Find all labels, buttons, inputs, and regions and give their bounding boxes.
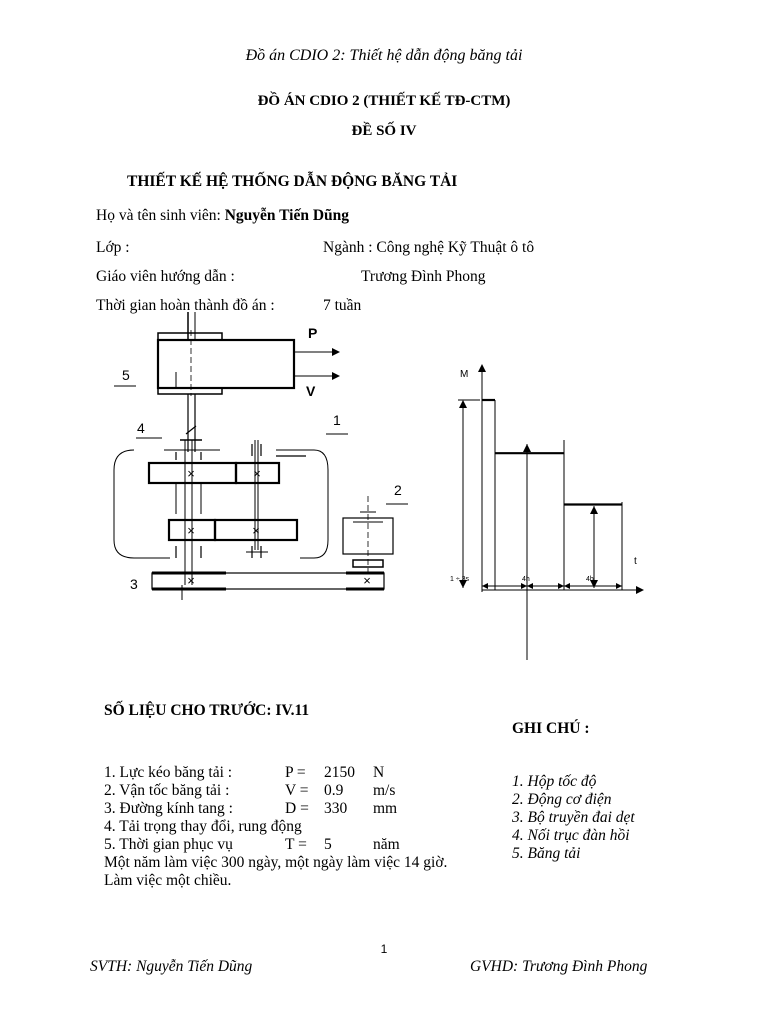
note-item: 3. Bộ truyền đai dẹt [512,809,635,826]
running-header: Đồ án CDIO 2: Thiết hệ dẫn động băng tải [245,47,523,64]
pulley-mark: × [187,573,195,588]
label-3: 3 [130,576,138,592]
given-item-value: 5 [324,836,332,853]
advisor-name: Trương Đình Phong [361,268,486,285]
axis-m-label: M [460,369,469,380]
student-line [96,207,349,225]
design-title: THIẾT KẾ HỆ THỐNG DẪN ĐỘNG BĂNG TẢI [127,173,458,190]
drive-schematic [100,300,420,605]
student-label: Họ và tên sinh viên: [96,207,221,224]
force-label: P [308,325,318,341]
notes-list [512,773,635,863]
given-item-label: 4. Tải trọng thay đổi, rung động [104,818,302,835]
velocity-label: V [306,383,316,399]
page-number: 1 [380,942,388,956]
duration-label: Thời gian hoàn thành đồ án : [96,297,275,314]
given-item-symbol: D = [285,800,309,817]
advisor-label: Giáo viên hướng dẫn : [96,268,235,285]
segment-label-2: 4h [586,576,594,583]
gear-mark: × [253,466,261,481]
notes-title: GHI CHÚ : [512,720,590,737]
given-item-value: 330 [324,800,348,817]
duration-value: 7 tuần [323,297,362,314]
pulley-mark: × [363,573,371,588]
load-diagram [440,360,650,665]
given-data-title: SỐ LIỆU CHO TRƯỚC: IV.11 [104,702,310,719]
label-2: 2 [394,482,402,498]
given-item-symbol: T = [285,836,307,853]
topic-number: ĐỀ SỐ IV [351,123,417,139]
given-item-label: 3. Đường kính tang : [104,800,233,817]
given-item-unit: mm [373,800,398,817]
gear-mark: × [187,523,195,538]
note-item: 1. Hộp tốc độ [512,773,597,790]
given-item-unit: N [373,764,385,781]
major-label: Ngành : Công nghệ Kỹ Thuật ô tô [323,239,535,256]
given-item-symbol: P = [285,764,306,781]
given-item-value: 0.9 [324,782,344,799]
student-name: Nguyễn Tiến Dũng [224,207,350,224]
label-4: 4 [137,420,145,436]
given-item-symbol: V = [285,782,309,799]
footer-advisor: GVHD: Trương Đình Phong [470,958,648,975]
given-item-value: 2150 [324,764,355,781]
project-title: ĐỒ ÁN CDIO 2 (THIẾT KẾ TĐ-CTM) [257,93,511,109]
segment-label-start: 1 ÷ 3s [450,576,470,583]
footer-student: SVTH: Nguyễn Tiến Dũng [90,958,253,975]
gear-mark: × [252,523,260,538]
given-item-label: 2. Vận tốc băng tải : [104,782,230,799]
class-label: Lớp : [96,239,130,256]
direction-note: Làm việc một chiều. [104,872,232,889]
axis-t-label: t [634,556,637,567]
gear-mark: × [187,466,195,481]
given-item-unit: m/s [373,782,396,799]
note-item: 5. Băng tải [512,845,581,862]
label-5: 5 [122,367,130,383]
given-item-label: 5. Thời gian phục vụ [104,836,233,853]
note-item: 2. Động cơ điện [512,791,612,808]
segment-label-1: 4h [522,576,530,583]
given-item-unit: năm [373,836,400,853]
label-1: 1 [333,412,341,428]
given-item-label: 1. Lực kéo băng tải : [104,764,233,781]
note-item: 4. Nối trục đàn hồi [512,827,630,844]
work-schedule-note: Một năm làm việc 300 ngày, một ngày làm việc 14 giờ. [104,854,448,871]
